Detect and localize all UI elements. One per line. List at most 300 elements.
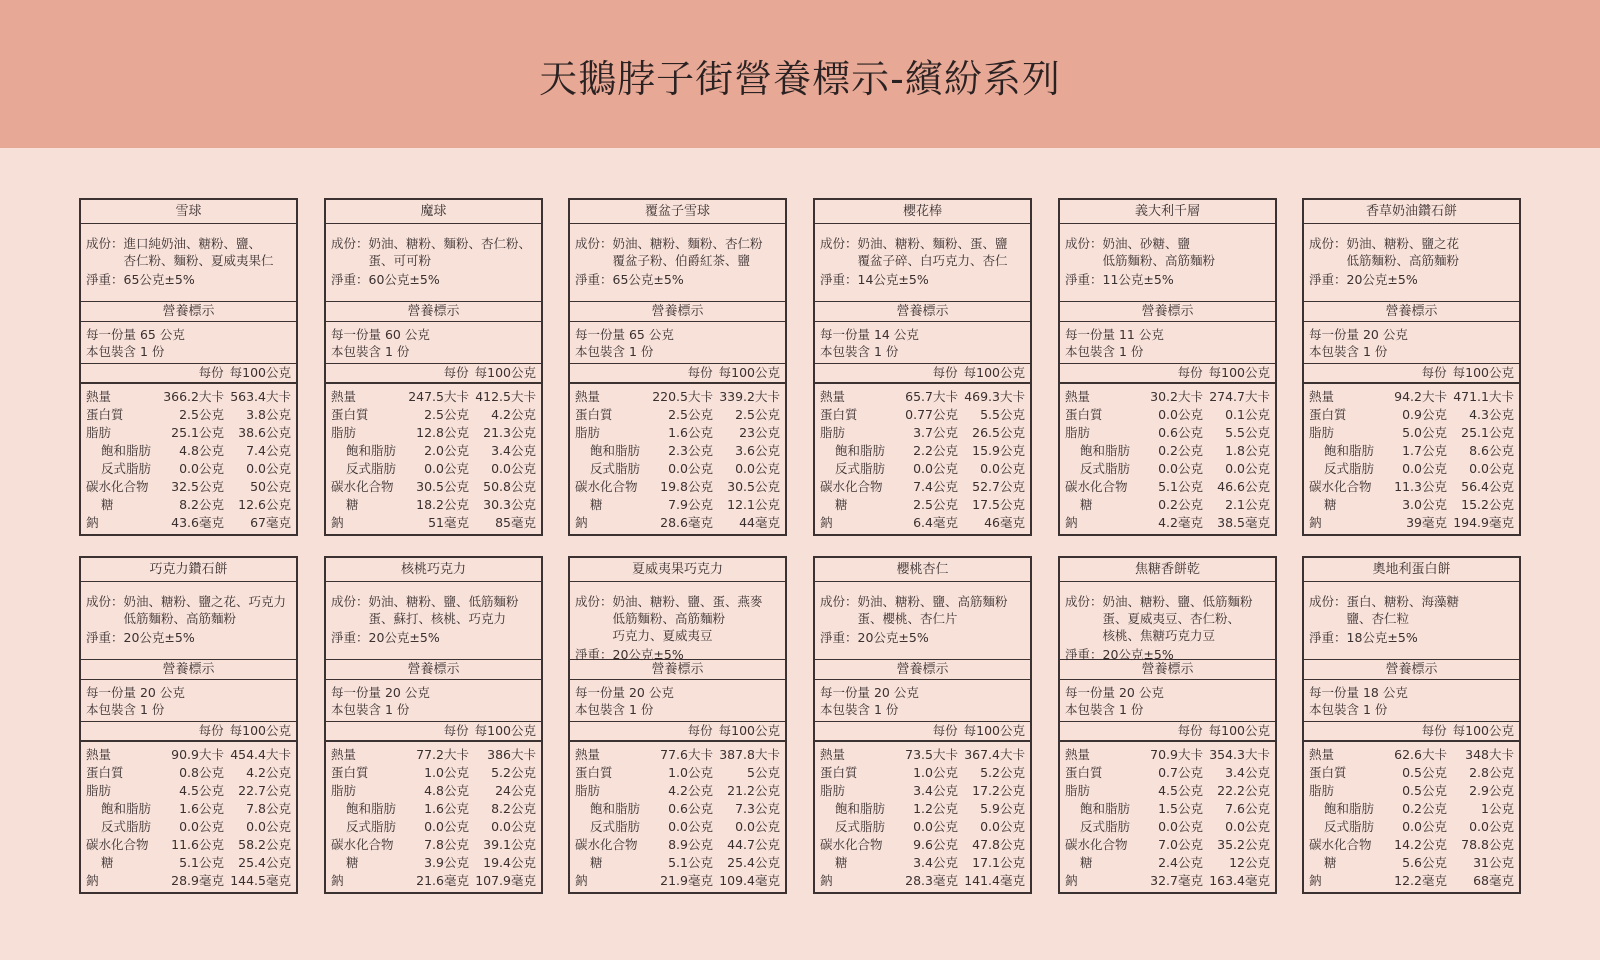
nutrient-label: 反式脂肪 (590, 461, 641, 476)
nutrient-label: 飽和脂肪 (101, 443, 152, 458)
ingredients-section (1060, 582, 1275, 660)
nutrient-label: 反式脂肪 (1324, 819, 1375, 834)
nutrient-row (86, 799, 291, 817)
value-per-serving: 32.7毫克 (1150, 873, 1203, 888)
nutrient-row (1065, 871, 1270, 889)
nutrient-row (331, 495, 536, 513)
ingredients-section (815, 224, 1030, 302)
nutrient-label: 糖 (590, 855, 603, 870)
value-per-100g: 109.4毫克 (719, 873, 780, 888)
nutrient-label: 碳水化合物 (331, 479, 394, 494)
value-per-serving: 0.0公克 (913, 461, 958, 476)
ingredients-section (81, 582, 296, 660)
nutrient-label: 糖 (1080, 855, 1093, 870)
value-per-serving: 51毫克 (428, 515, 469, 530)
value-per-100g: 0.0公克 (980, 819, 1025, 834)
nutrient-row (575, 817, 780, 835)
value-per-serving: 0.0公克 (179, 819, 224, 834)
value-per-serving: 30.5公克 (416, 479, 469, 494)
value-per-100g: 4.3公克 (1469, 407, 1514, 422)
nutrient-label: 糖 (835, 497, 848, 512)
value-per-serving: 0.0公克 (1158, 819, 1203, 834)
product-name: 焦糖香餅乾 (1060, 558, 1275, 582)
value-per-100g: 163.4毫克 (1209, 873, 1270, 888)
nutrient-label: 反式脂肪 (835, 461, 886, 476)
servings-per-package: 本包裝含 1 份 (331, 344, 410, 359)
nutrient-row (331, 423, 536, 441)
value-per-serving: 0.77公克 (905, 407, 958, 422)
value-per-100g: 25.1公克 (1461, 425, 1514, 440)
nutrition-label-card (1302, 198, 1521, 536)
nutrient-label: 反式脂肪 (590, 819, 641, 834)
value-per-serving: 21.6毫克 (416, 873, 469, 888)
ingredients-section (1304, 582, 1519, 660)
nutrient-row (86, 387, 291, 405)
nutrient-label: 反式脂肪 (835, 819, 886, 834)
col-per-serving: 每份 (932, 365, 958, 380)
nutrient-label: 脂肪 (331, 425, 357, 440)
value-per-serving: 0.0公克 (668, 819, 713, 834)
nutrient-row (1065, 387, 1270, 405)
nutrient-row (575, 495, 780, 513)
value-per-100g: 67毫克 (250, 515, 291, 530)
nutrient-label: 脂肪 (1065, 783, 1091, 798)
nutrition-title: 營養標示 (1060, 660, 1275, 680)
nutrient-row (86, 441, 291, 459)
nutrient-label: 碳水化合物 (575, 837, 638, 852)
value-per-serving: 8.9公克 (668, 837, 713, 852)
column-header (1060, 364, 1275, 384)
value-per-100g: 15.2公克 (1461, 497, 1514, 512)
nutrient-row (331, 835, 536, 853)
product-name: 櫻桃杏仁 (815, 558, 1030, 582)
nutrition-label-card (568, 556, 787, 894)
col-per-100g: 每100公克 (718, 723, 780, 738)
value-per-serving: 1.5公克 (1158, 801, 1203, 816)
nutrient-label: 碳水化合物 (86, 837, 149, 852)
value-per-serving: 12.8公克 (416, 425, 469, 440)
nutrient-rows (1060, 742, 1275, 889)
nutrient-rows (1304, 384, 1519, 531)
nutrient-label: 鈉 (86, 873, 99, 888)
value-per-100g: 2.8公克 (1469, 765, 1514, 780)
value-per-100g: 4.2公克 (246, 765, 291, 780)
col-per-100g: 每100公克 (963, 723, 1025, 738)
value-per-100g: 46.6公克 (1217, 479, 1270, 494)
nutrient-row (1065, 513, 1270, 531)
nutrient-label: 蛋白質 (575, 407, 613, 422)
nutrition-title: 營養標示 (815, 660, 1030, 680)
value-per-100g: 24公克 (495, 783, 536, 798)
nutrient-rows (1304, 742, 1519, 889)
nutrient-row (1309, 853, 1514, 871)
value-per-serving: 2.5公克 (424, 407, 469, 422)
nutrient-row (1309, 387, 1514, 405)
product-name: 奧地利蛋白餅 (1304, 558, 1519, 582)
column-header (1304, 364, 1519, 384)
value-per-serving: 77.6大卡 (660, 747, 713, 762)
value-per-100g: 3.4公克 (1225, 765, 1270, 780)
nutrient-rows (1060, 384, 1275, 531)
value-per-100g: 0.0公克 (246, 461, 291, 476)
serving-info (570, 322, 785, 364)
ingredients-text: 成份：奶油、糖粉、鹽、蛋、燕麥 低筋麵粉、高筋麵粉 巧克力、夏威夷豆 (575, 594, 763, 643)
value-per-serving: 1.0公克 (424, 765, 469, 780)
nutrient-row (575, 871, 780, 889)
col-per-serving: 每份 (1177, 723, 1203, 738)
nutrition-title: 營養標示 (1060, 302, 1275, 322)
ingredients-section (1060, 224, 1275, 302)
col-per-100g: 每100公克 (229, 365, 291, 380)
nutrient-label: 碳水化合物 (820, 837, 883, 852)
value-per-100g: 4.2公克 (491, 407, 536, 422)
value-per-serving: 220.5大卡 (652, 389, 713, 404)
ingredients-text: 成份：蛋白、糖粉、海藻糖 鹽、杏仁粒 (1309, 594, 1460, 626)
column-header (326, 722, 541, 742)
nutrient-label: 糖 (101, 497, 114, 512)
nutrient-row (331, 441, 536, 459)
nutrient-label: 熱量 (331, 747, 357, 762)
nutrient-row (820, 423, 1025, 441)
nutrient-rows (815, 742, 1030, 889)
servings-per-package: 本包裝含 1 份 (86, 344, 165, 359)
value-per-serving: 247.5大卡 (408, 389, 469, 404)
value-per-100g: 7.4公克 (246, 443, 291, 458)
nutrient-row (86, 405, 291, 423)
value-per-serving: 18.2公克 (416, 497, 469, 512)
nutrient-label: 蛋白質 (86, 765, 124, 780)
nutrient-label: 碳水化合物 (86, 479, 149, 494)
value-per-serving: 3.4公克 (913, 783, 958, 798)
value-per-serving: 25.1公克 (171, 425, 224, 440)
col-per-serving: 每份 (443, 365, 469, 380)
nutrient-label: 熱量 (331, 389, 357, 404)
value-per-serving: 0.7公克 (1158, 765, 1203, 780)
serving-info (326, 680, 541, 722)
servings-per-package: 本包裝含 1 份 (820, 702, 899, 717)
col-per-serving: 每份 (1421, 365, 1447, 380)
nutrient-label: 脂肪 (331, 783, 357, 798)
product-name: 覆盆子雪球 (570, 200, 785, 224)
net-weight: 淨重：65公克±5% (575, 272, 684, 287)
value-per-serving: 0.0公克 (424, 461, 469, 476)
ingredients-section (326, 224, 541, 302)
nutrition-label-card (813, 556, 1032, 894)
value-per-100g: 0.0公克 (1225, 819, 1270, 834)
nutrient-label: 飽和脂肪 (835, 443, 886, 458)
nutrient-label: 飽和脂肪 (590, 801, 641, 816)
product-name: 巧克力鑽石餅 (81, 558, 296, 582)
nutrient-label: 脂肪 (1309, 783, 1335, 798)
value-per-100g: 30.5公克 (727, 479, 780, 494)
value-per-100g: 39.1公克 (483, 837, 536, 852)
nutrient-row (575, 835, 780, 853)
serving-size: 每一份量 60 公克 (331, 327, 430, 342)
value-per-serving: 5.6公克 (1402, 855, 1447, 870)
nutrient-row (331, 513, 536, 531)
net-weight: 淨重：60公克±5% (331, 272, 440, 287)
serving-size: 每一份量 20 公克 (575, 685, 674, 700)
nutrition-label-card (813, 198, 1032, 536)
ingredients-text: 成份：奶油、糖粉、麵粉、杏仁粉 覆盆子粉、伯爵紅茶、鹽 (575, 236, 763, 268)
servings-per-package: 本包裝含 1 份 (331, 702, 410, 717)
nutrient-row (820, 781, 1025, 799)
value-per-100g: 85毫克 (495, 515, 536, 530)
nutrition-title: 營養標示 (570, 660, 785, 680)
value-per-100g: 1公克 (1481, 801, 1514, 816)
nutrient-row (820, 817, 1025, 835)
nutrition-label-card (324, 198, 543, 536)
nutrient-row (86, 459, 291, 477)
nutrient-label: 飽和脂肪 (590, 443, 641, 458)
nutrient-label: 糖 (835, 855, 848, 870)
column-header (326, 364, 541, 384)
nutrient-label: 蛋白質 (820, 765, 858, 780)
value-per-serving: 3.0公克 (1402, 497, 1447, 512)
nutrient-label: 糖 (101, 855, 114, 870)
value-per-100g: 25.4公克 (238, 855, 291, 870)
product-name: 義大利千層 (1060, 200, 1275, 224)
nutrient-label: 蛋白質 (575, 765, 613, 780)
nutrient-row (575, 799, 780, 817)
value-per-100g: 3.6公克 (735, 443, 780, 458)
nutrient-row (331, 871, 536, 889)
value-per-100g: 0.0公克 (735, 461, 780, 476)
nutrient-row (86, 763, 291, 781)
column-header (81, 722, 296, 742)
servings-per-package: 本包裝含 1 份 (575, 702, 654, 717)
nutrient-label: 鈉 (575, 873, 588, 888)
serving-size: 每一份量 20 公克 (1065, 685, 1164, 700)
value-per-serving: 0.6公克 (668, 801, 713, 816)
nutrient-label: 熱量 (820, 389, 846, 404)
nutrition-label-card (568, 198, 787, 536)
ingredients-text: 成份：進口純奶油、糖粉、鹽、 杏仁粉、麵粉、夏威夷果仁 (86, 236, 274, 268)
col-per-serving: 每份 (932, 723, 958, 738)
nutrient-label: 脂肪 (1065, 425, 1091, 440)
nutrient-label: 飽和脂肪 (835, 801, 886, 816)
servings-per-package: 本包裝含 1 份 (1065, 344, 1144, 359)
value-per-serving: 2.5公克 (668, 407, 713, 422)
value-per-serving: 0.5公克 (1402, 765, 1447, 780)
value-per-serving: 4.8公克 (179, 443, 224, 458)
value-per-100g: 8.6公克 (1469, 443, 1514, 458)
nutrition-title: 營養標示 (570, 302, 785, 322)
value-per-serving: 1.6公克 (179, 801, 224, 816)
nutrient-label: 蛋白質 (1065, 407, 1103, 422)
value-per-100g: 0.0公克 (491, 819, 536, 834)
net-weight: 淨重：20公克±5% (1065, 647, 1174, 662)
nutrient-row (1309, 405, 1514, 423)
value-per-serving: 8.2公克 (179, 497, 224, 512)
value-per-100g: 3.4公克 (491, 443, 536, 458)
nutrient-row (86, 853, 291, 871)
value-per-serving: 39毫克 (1406, 515, 1447, 530)
nutrient-row (1309, 745, 1514, 763)
nutrient-row (575, 745, 780, 763)
value-per-serving: 12.2毫克 (1394, 873, 1447, 888)
nutrient-row (820, 495, 1025, 513)
nutrient-label: 糖 (346, 855, 359, 870)
col-per-100g: 每100公克 (229, 723, 291, 738)
product-name: 核桃巧克力 (326, 558, 541, 582)
nutrient-row (1065, 763, 1270, 781)
value-per-100g: 471.1大卡 (1453, 389, 1514, 404)
value-per-100g: 5.2公克 (491, 765, 536, 780)
nutrient-row (575, 763, 780, 781)
value-per-serving: 9.6公克 (913, 837, 958, 852)
value-per-serving: 0.0公克 (1402, 819, 1447, 834)
value-per-serving: 2.2公克 (913, 443, 958, 458)
nutrition-title: 營養標示 (81, 302, 296, 322)
value-per-100g: 0.0公克 (735, 819, 780, 834)
nutrient-label: 反式脂肪 (101, 819, 152, 834)
value-per-serving: 7.4公克 (913, 479, 958, 494)
value-per-100g: 47.8公克 (972, 837, 1025, 852)
value-per-serving: 73.5大卡 (905, 747, 958, 762)
nutrition-label-card (79, 198, 298, 536)
net-weight: 淨重：14公克±5% (820, 272, 929, 287)
value-per-100g: 0.0公克 (1225, 461, 1270, 476)
nutrient-row (331, 387, 536, 405)
nutrition-title: 營養標示 (81, 660, 296, 680)
serving-size: 每一份量 20 公克 (820, 685, 919, 700)
nutrient-row (86, 835, 291, 853)
ingredients-text: 成份：奶油、糖粉、麵粉、蛋、鹽 覆盆子碎、白巧克力、杏仁 (820, 236, 1008, 268)
col-per-100g: 每100公克 (1208, 365, 1270, 380)
col-per-serving: 每份 (1421, 723, 1447, 738)
value-per-100g: 194.9毫克 (1453, 515, 1514, 530)
value-per-serving: 7.0公克 (1158, 837, 1203, 852)
value-per-serving: 6.4毫克 (913, 515, 958, 530)
value-per-serving: 3.9公克 (424, 855, 469, 870)
nutrient-row (1065, 799, 1270, 817)
value-per-serving: 4.2毫克 (1158, 515, 1203, 530)
nutrient-row (1065, 441, 1270, 459)
value-per-100g: 1.8公克 (1225, 443, 1270, 458)
nutrient-label: 反式脂肪 (346, 819, 397, 834)
nutrient-row (1309, 423, 1514, 441)
value-per-serving: 7.8公克 (424, 837, 469, 852)
nutrient-row (820, 799, 1025, 817)
value-per-100g: 7.6公克 (1225, 801, 1270, 816)
nutrient-label: 反式脂肪 (1080, 461, 1131, 476)
value-per-100g: 68毫克 (1473, 873, 1514, 888)
nutrient-row (575, 405, 780, 423)
value-per-serving: 77.2大卡 (416, 747, 469, 762)
value-per-serving: 7.9公克 (668, 497, 713, 512)
ingredients-text: 成份：奶油、糖粉、鹽、低筋麵粉 蛋、夏威夷豆、杏仁粉、 核桃、焦糖巧克力豆 (1065, 594, 1253, 643)
nutrient-rows (570, 742, 785, 889)
nutrient-row (1309, 871, 1514, 889)
nutrient-row (575, 477, 780, 495)
value-per-serving: 28.9毫克 (171, 873, 224, 888)
nutrient-label: 飽和脂肪 (1080, 443, 1131, 458)
value-per-100g: 21.2公克 (727, 783, 780, 798)
value-per-100g: 5公克 (747, 765, 780, 780)
servings-per-package: 本包裝含 1 份 (820, 344, 899, 359)
net-weight: 淨重：20公克±5% (331, 630, 440, 645)
nutrient-label: 飽和脂肪 (1080, 801, 1131, 816)
value-per-100g: 412.5大卡 (475, 389, 536, 404)
nutrient-row (86, 871, 291, 889)
value-per-serving: 19.8公克 (660, 479, 713, 494)
nutrient-label: 鈉 (575, 515, 588, 530)
nutrient-label: 蛋白質 (1309, 765, 1347, 780)
column-header (1060, 722, 1275, 742)
value-per-serving: 28.3毫克 (905, 873, 958, 888)
value-per-100g: 7.3公克 (735, 801, 780, 816)
serving-size: 每一份量 65 公克 (575, 327, 674, 342)
value-per-serving: 366.2大卡 (163, 389, 224, 404)
value-per-serving: 4.5公克 (1158, 783, 1203, 798)
value-per-100g: 31公克 (1473, 855, 1514, 870)
serving-size: 每一份量 14 公克 (820, 327, 919, 342)
nutrient-row (1065, 781, 1270, 799)
value-per-serving: 62.6大卡 (1394, 747, 1447, 762)
value-per-serving: 0.0公克 (913, 819, 958, 834)
value-per-serving: 43.6毫克 (171, 515, 224, 530)
value-per-100g: 141.4毫克 (964, 873, 1025, 888)
value-per-serving: 30.2大卡 (1150, 389, 1203, 404)
nutrient-label: 脂肪 (86, 425, 112, 440)
value-per-100g: 35.2公克 (1217, 837, 1270, 852)
servings-per-package: 本包裝含 1 份 (86, 702, 165, 717)
value-per-serving: 2.4公克 (1158, 855, 1203, 870)
product-name: 夏威夷果巧克力 (570, 558, 785, 582)
net-weight: 淨重：20公克±5% (820, 630, 929, 645)
nutrient-row (1065, 853, 1270, 871)
value-per-100g: 38.6公克 (238, 425, 291, 440)
nutrient-label: 鈉 (1065, 515, 1078, 530)
value-per-serving: 65.7大卡 (905, 389, 958, 404)
column-header (815, 722, 1030, 742)
column-header (1304, 722, 1519, 742)
value-per-serving: 1.6公克 (424, 801, 469, 816)
value-per-serving: 3.7公克 (913, 425, 958, 440)
nutrient-label: 反式脂肪 (1080, 819, 1131, 834)
value-per-100g: 78.8公克 (1461, 837, 1514, 852)
nutrition-label-card (324, 556, 543, 894)
ingredients-section (815, 582, 1030, 660)
nutrient-label: 鈉 (820, 873, 833, 888)
value-per-serving: 5.1公克 (668, 855, 713, 870)
col-per-serving: 每份 (687, 365, 713, 380)
value-per-serving: 0.6公克 (1158, 425, 1203, 440)
net-weight: 淨重：20公克±5% (575, 647, 684, 662)
nutrient-label: 熱量 (86, 747, 112, 762)
ingredients-section (1304, 224, 1519, 302)
net-weight: 淨重：11公克±5% (1065, 272, 1174, 287)
value-per-serving: 70.9大卡 (1150, 747, 1203, 762)
value-per-100g: 44毫克 (739, 515, 780, 530)
servings-per-package: 本包裝含 1 份 (1309, 344, 1388, 359)
nutrient-label: 飽和脂肪 (1324, 443, 1375, 458)
ingredients-text: 成份：奶油、糖粉、鹽、低筋麵粉 蛋、蘇打、核桃、巧克力 (331, 594, 519, 626)
value-per-100g: 339.2大卡 (719, 389, 780, 404)
nutrient-row (1309, 459, 1514, 477)
nutrient-row (1309, 817, 1514, 835)
nutrient-label: 鈉 (820, 515, 833, 530)
col-per-serving: 每份 (1177, 365, 1203, 380)
value-per-serving: 4.5公克 (179, 783, 224, 798)
nutrient-row (86, 513, 291, 531)
serving-size: 每一份量 20 公克 (86, 685, 185, 700)
nutrient-row (1309, 477, 1514, 495)
nutrient-row (820, 853, 1025, 871)
nutrient-label: 飽和脂肪 (346, 801, 397, 816)
nutrient-row (820, 763, 1025, 781)
